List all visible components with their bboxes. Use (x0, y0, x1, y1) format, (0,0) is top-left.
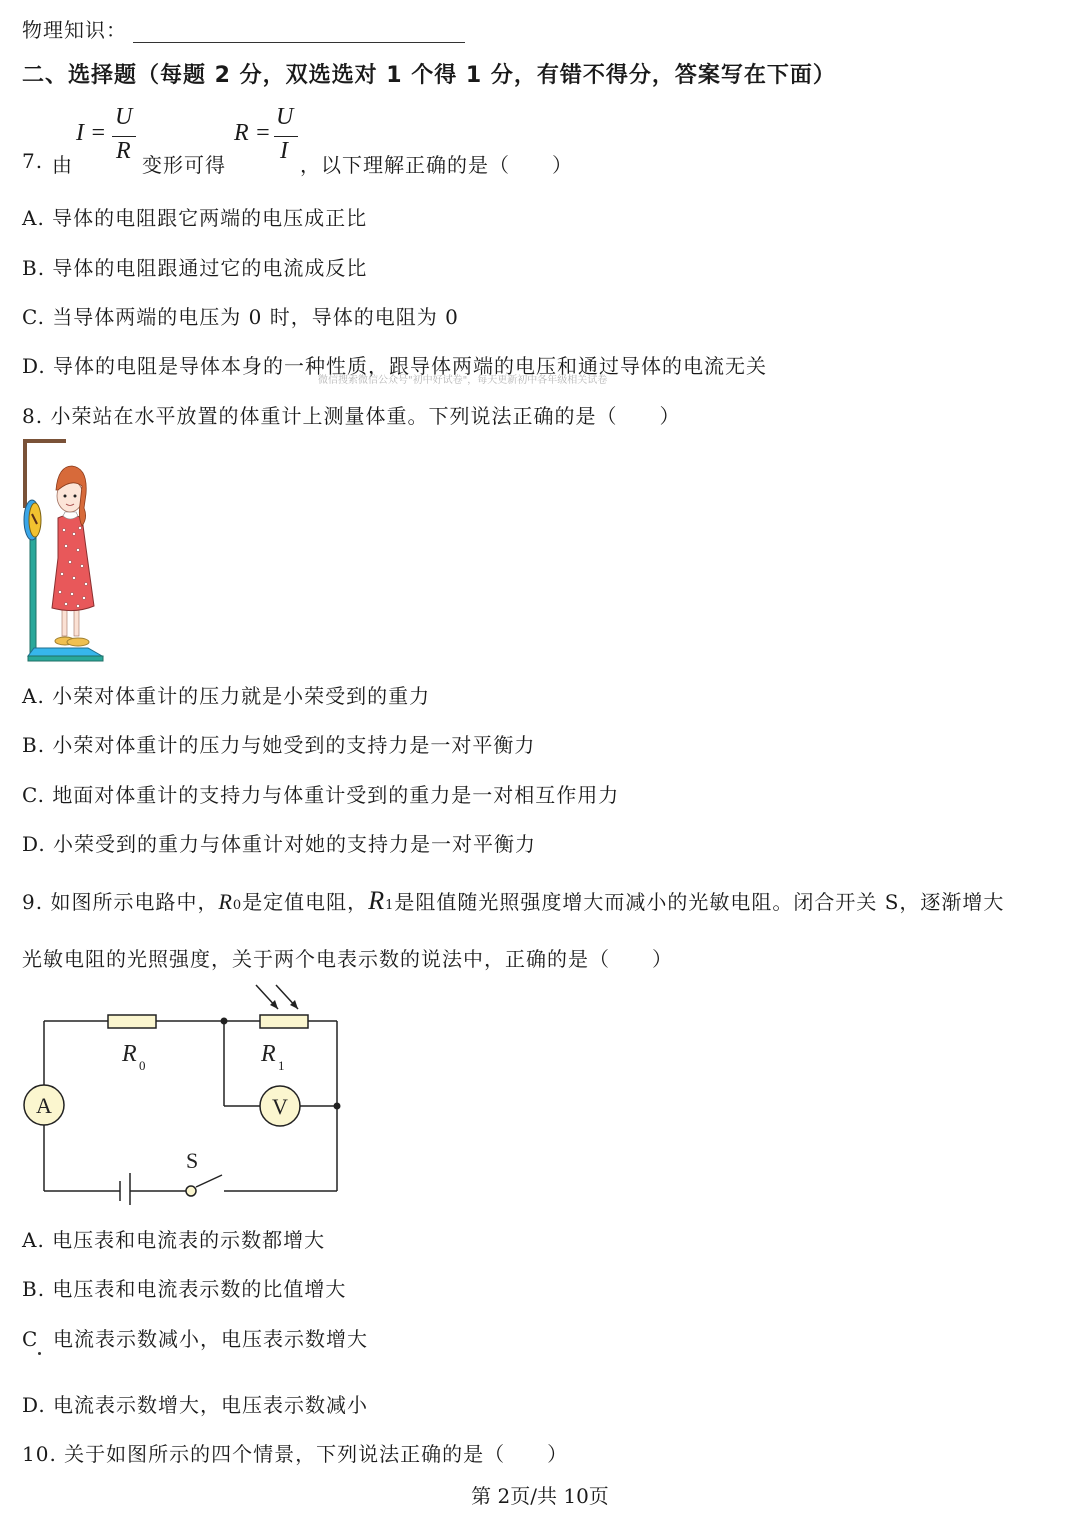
q7-middle: 变形可得 (142, 153, 226, 177)
circuit-diagram (0, 975, 360, 1205)
q9-stem-line2: 光敏电阻的光照强度，关于两个电表示数的说法中，正确的是（ ） (22, 947, 673, 971)
q8-option-a: A. 小荣对体重计的压力就是小荣受到的重力 (22, 684, 431, 708)
girl-on-scale-figure (20, 438, 120, 663)
svg-text:R: R (122, 1041, 137, 1067)
photoresistor-r1 (260, 1015, 308, 1028)
q8-option-c: C. 地面对体重计的支持力与体重计受到的重力是一对相互作用力 (22, 783, 620, 807)
q9-option-c: C 电流表示数减小，电压表示数增大 (22, 1327, 369, 1351)
svg-text:A: A (36, 1093, 52, 1118)
resistor-r0 (108, 1015, 156, 1028)
svg-text:0: 0 (139, 1058, 146, 1073)
q7-option-b: B. 导体的电阻跟通过它的电流成反比 (22, 256, 368, 280)
q7-suffix: ，以下理解正确的是（ ） (300, 153, 573, 177)
watermark: 微信搜索微信公众号"初中好试卷"，每天更新初中各年级相关试卷 (318, 375, 608, 386)
q9-stem-line1: 9. 如图所示电路中，R0是定值电阻，R1是阻值随光照强度增大而减小的光敏电阻。闭合开关 S，逐渐增大 (22, 886, 1005, 915)
stray-dot (38, 1352, 41, 1355)
q9-option-a: A. 电压表和电流表的示数都增大 (22, 1228, 326, 1252)
q8-option-b: B. 小荣对体重计的压力与她受到的支持力是一对平衡力 (22, 733, 536, 757)
switch-icon (186, 1186, 196, 1196)
formula-ohms-law: I = U R (76, 106, 146, 170)
q7-option-d: D. 导体的电阻是导体本身的一种性质，跟导体两端的电压和通过导体的电流无关 (22, 354, 768, 378)
page-footer: 第 2页/共 10页 (471, 1484, 609, 1508)
question-10-stem: 10. 关于如图所示的四个情景，下列说法正确的是（ ） (22, 1442, 569, 1466)
svg-text:R: R (261, 1041, 276, 1067)
knowledge-label-row (22, 14, 465, 43)
q7-option-c: C. 当导体两端的电压为 0 时，导体的电阻为 0 (22, 305, 459, 329)
q7-option-a: A. 导体的电阻跟它两端的电压成正比 (22, 206, 368, 230)
q8-option-d: D. 小荣受到的重力与体重计对她的支持力是一对平衡力 (22, 832, 537, 856)
q7-number: 7. (22, 149, 44, 173)
knowledge-label: 物理知识： (22, 18, 127, 42)
svg-text:V: V (272, 1094, 288, 1119)
q9-option-d: D. 电流表示数增大，电压表示数减小 (22, 1393, 369, 1417)
formula-resistance: R = U I (234, 106, 304, 170)
q8-stem: 8. 小荣站在水平放置的体重计上测量体重。下列说法正确的是（ ） (22, 404, 681, 428)
knowledge-blank-line (133, 24, 465, 43)
q9-option-b: B. 电压表和电流表示数的比值增大 (22, 1277, 347, 1301)
section-title: 二、选择题（每题 2 分，双选选对 1 个得 1 分，有错不得分，答案写在下面） (22, 63, 836, 88)
q7-prefix: 由 (52, 153, 73, 177)
svg-text:1: 1 (278, 1058, 285, 1073)
svg-text:S: S (186, 1148, 199, 1173)
